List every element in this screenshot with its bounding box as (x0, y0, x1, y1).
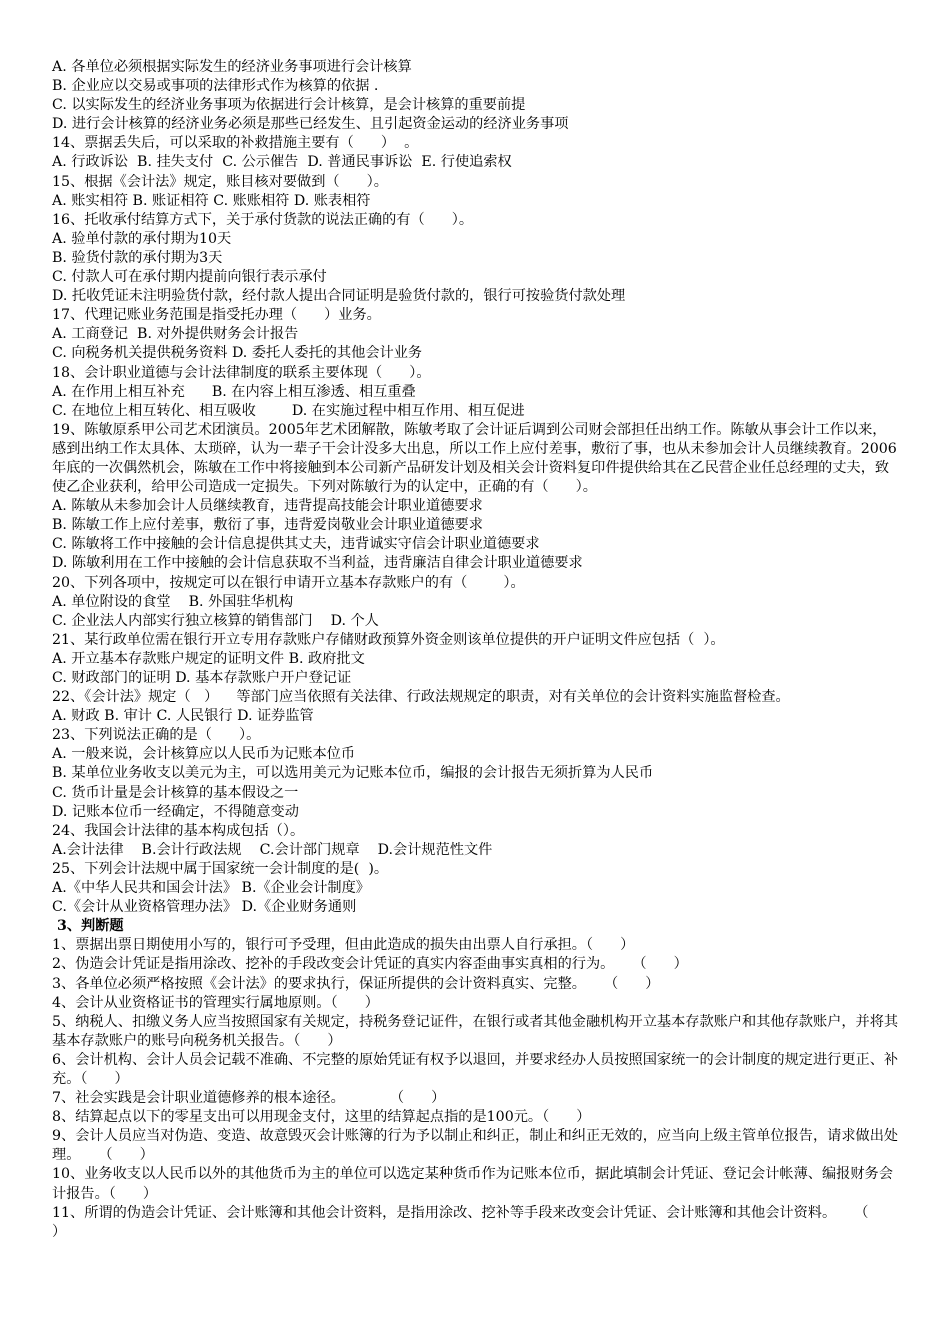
text-line: A. 一般来说，会计核算应以人民币为记账本位币 (52, 746, 356, 763)
text-line: D. 陈敏利用在工作中接触的会计信息获取不当利益，违背廉洁自律会计职业道德要求 (52, 555, 583, 572)
text-line: A. 行政诉讼 B. 挂失支付 C. 公示催告 D. 普通民事诉讼 E. 行使追索权 (52, 154, 512, 171)
text-line: C. 陈敏将工作中接触的会计信息提供其丈夫，违背诚实守信会计职业道德要求 (52, 536, 540, 553)
text-line: D. 托收凭证未注明验货付款，经付款人提出合同证明是验货付款的，银行可按验货付款处理 (52, 288, 626, 305)
text-line: 17、代理记账业务范围是指受托办理（ ）业务。 (52, 307, 381, 324)
text-line: A.会计法律 B.会计行政法规 C.会计部门规章 D.会计规范性文件 (52, 841, 493, 858)
text-line: C. 以实际发生的经济业务事项为依据进行会计核算，是会计核算的重要前提 (52, 97, 526, 114)
text-line: D. 进行会计核算的经济业务必须是那些已经发生、且引起资金运动的经济业务事项 (52, 116, 569, 133)
text-line: 6、会计机构、会计人员会记载不准确、不完整的原始凭证有权予以退回，并要求经办人员按照国家统一的会计制度的规定进行更正、补充。（ ） (52, 1051, 899, 1087)
text-line: A. 各单位必须根据实际发生的经济业务事项进行会计核算 (52, 59, 412, 75)
text-line: 10、业务收支以人民币以外的其他货币为主的单位可以选定某种货币作为记账本位币，据此填制会计凭证、登记会计帐薄、编报财务会计报告。（ ） (52, 1166, 893, 1202)
text-line: 23、下列说法正确的是（ ）。 (52, 727, 261, 744)
text-line: 19、陈敏原系甲公司艺术团演员。2005年艺术团解散，陈敏考取了会计证后调到公司财会部担任出纳工作。陈敏从事会计工作以来，感到出纳工作太具体、太琐碎，认为一辈子干会计没多大出息，所以工作上应付差事，敷衍了事，也从未参加会计人员继续教育。2006年底的一次偶然机会，陈敏在工作中将接触到本公司新产品研发计划及相关会计资料复印件提供给其在乙民营企业任总经理的丈夫，致使乙企业获利，给甲公司造成一定损失。下列对陈敏行为的认定中，正确的有（ ）。 (52, 421, 897, 496)
text-line: B. 验货付款的承付期为3天 (52, 249, 223, 266)
text-line: 2、伪造会计凭证是指用涂改、挖补的手段改变会计凭证的真实内容歪曲事实真相的行为。 （ ） (52, 956, 688, 973)
text-line: A. 开立基本存款账户规定的证明文件 B. 政府批文 (52, 650, 365, 667)
text-line: B. 陈敏工作上应付差事，敷衍了事，违背爱岗敬业会计职业道德要求 (52, 517, 483, 534)
text-line: A. 陈敏从未参加会计人员继续教育，违背提高技能会计职业道德要求 (52, 498, 483, 515)
text-line: A. 账实相符 B. 账证相符 C. 账账相符 D. 账表相符 (52, 192, 371, 209)
text-line: A. 财政 B. 审计 C. 人民银行 D. 证券监管 (52, 708, 314, 725)
text-line: C. 在地位上相互转化、相互吸收 D. 在实施过程中相互作用、相互促进 (52, 402, 525, 419)
text-line: 22、《会计法》规定（ ） 等部门应当依照有关法律、行政法规规定的职责，对有关单位的会计资料实施监督检查。 (52, 689, 790, 706)
text-line: B. 某单位业务收支以美元为主，可以选用美元为记账本位币，编报的会计报告无须折算为人民币 (52, 765, 654, 782)
text-line: 1、票据出票日期使用小写的，银行可予受理，但由此造成的损失由出票人自行承担。（ ） (52, 937, 635, 954)
text-line: 21、某行政单位需在银行开立专用存款账户存储财政预算外资金则该单位提供的开户证明文件应包括（ ）。 (52, 631, 725, 648)
text-line: C. 企业法人内部实行独立核算的销售部门 D. 个人 (52, 612, 379, 629)
text-line: 8、结算起点以下的零星支出可以用现金支付，这里的结算起点指的是100元。（ ） (52, 1109, 591, 1126)
text-line: C. 财政部门的证明 D. 基本存款账户开户登记证 (52, 670, 352, 686)
text-line: A. 验单付款的承付期为10天 (52, 230, 232, 247)
text-line: 18、会计职业道德与会计法律制度的联系主要体现（ ）。 (52, 364, 431, 381)
text-line: A. 单位附设的食堂 B. 外国驻华机构 (52, 593, 294, 610)
text-line: C.《会计从业资格管理办法》 D.《企业财务通则 (52, 899, 357, 916)
text-line: 16、托收承付结算方式下，关于承付货款的说法正确的有（ ）。 (52, 211, 474, 228)
text-line: 3、各单位必须严格按照《会计法》的要求执行，保证所提供的会计资料真实、完整。 （ ） (52, 975, 660, 992)
text-line: B. 企业应以交易或事项的法律形式作为核算的依据 . (52, 78, 379, 95)
text-line: 15、根据《会计法》规定，账目核对要做到（ ）。 (52, 173, 388, 190)
text-line: C. 向税务机关提供税务资料 D. 委托人委托的其他会计业务 (52, 345, 423, 362)
text-line: 20、下列各项中，按规定可以在银行申请开立基本存款账户的有（ ）。 (52, 574, 525, 591)
text-line: C. 付款人可在承付期内提前向银行表示承付 (52, 269, 327, 286)
text-line: 24、我国会计法律的基本构成包括（）。 (52, 822, 305, 839)
text-line: 9、会计人员应当对伪造、变造、故意毁灭会计账簿的行为予以制止和纠正，制止和纠正无效的，应当向上级主管单位报告，请求做出处理。 （ ） (52, 1128, 899, 1164)
text-line: 7、社会实践是会计职业道德修养的根本途径。 （ ） (52, 1090, 446, 1107)
text-line: A. 在作用上相互补充 B. 在内容上相互渗透、相互重叠 (52, 383, 416, 400)
text-line: 5、纳税人、扣缴义务人应当按照国家有关规定，持税务登记证件，在银行或者其他金融机构开立基本存款账户和其他存款账户，并将其基本存款账户的账号向税务机关报告。（ ） (52, 1013, 899, 1049)
document-body (52, 58, 900, 1242)
text-line: D. 记账本位币一经确定，不得随意变动 (52, 803, 299, 820)
text-line: 4、会计从业资格证书的管理实行属地原则。（ ） (52, 994, 379, 1011)
text-line: 11、所谓的伪造会计凭证、会计账簿和其他会计资料，是指用涂改、挖补等手段来改变会计凭证、会计账簿和其他会计资料。 （ ） (52, 1204, 896, 1240)
text-line: A.《中华人民共和国会计法》 B.《企业会计制度》 (52, 880, 370, 897)
text-line: 14、票据丢失后，可以采取的补救措施主要有（ ） 。 (52, 135, 419, 152)
text-line: A. 工商登记 B. 对外提供财务会计报告 (52, 326, 299, 343)
text-line: 25、下列会计法规中属于国家统一会计制度的是( )。 (52, 860, 389, 877)
text-line: C. 货币计量是会计核算的基本假设之一 (52, 784, 299, 801)
section-heading: 3、判断题 (52, 918, 124, 935)
